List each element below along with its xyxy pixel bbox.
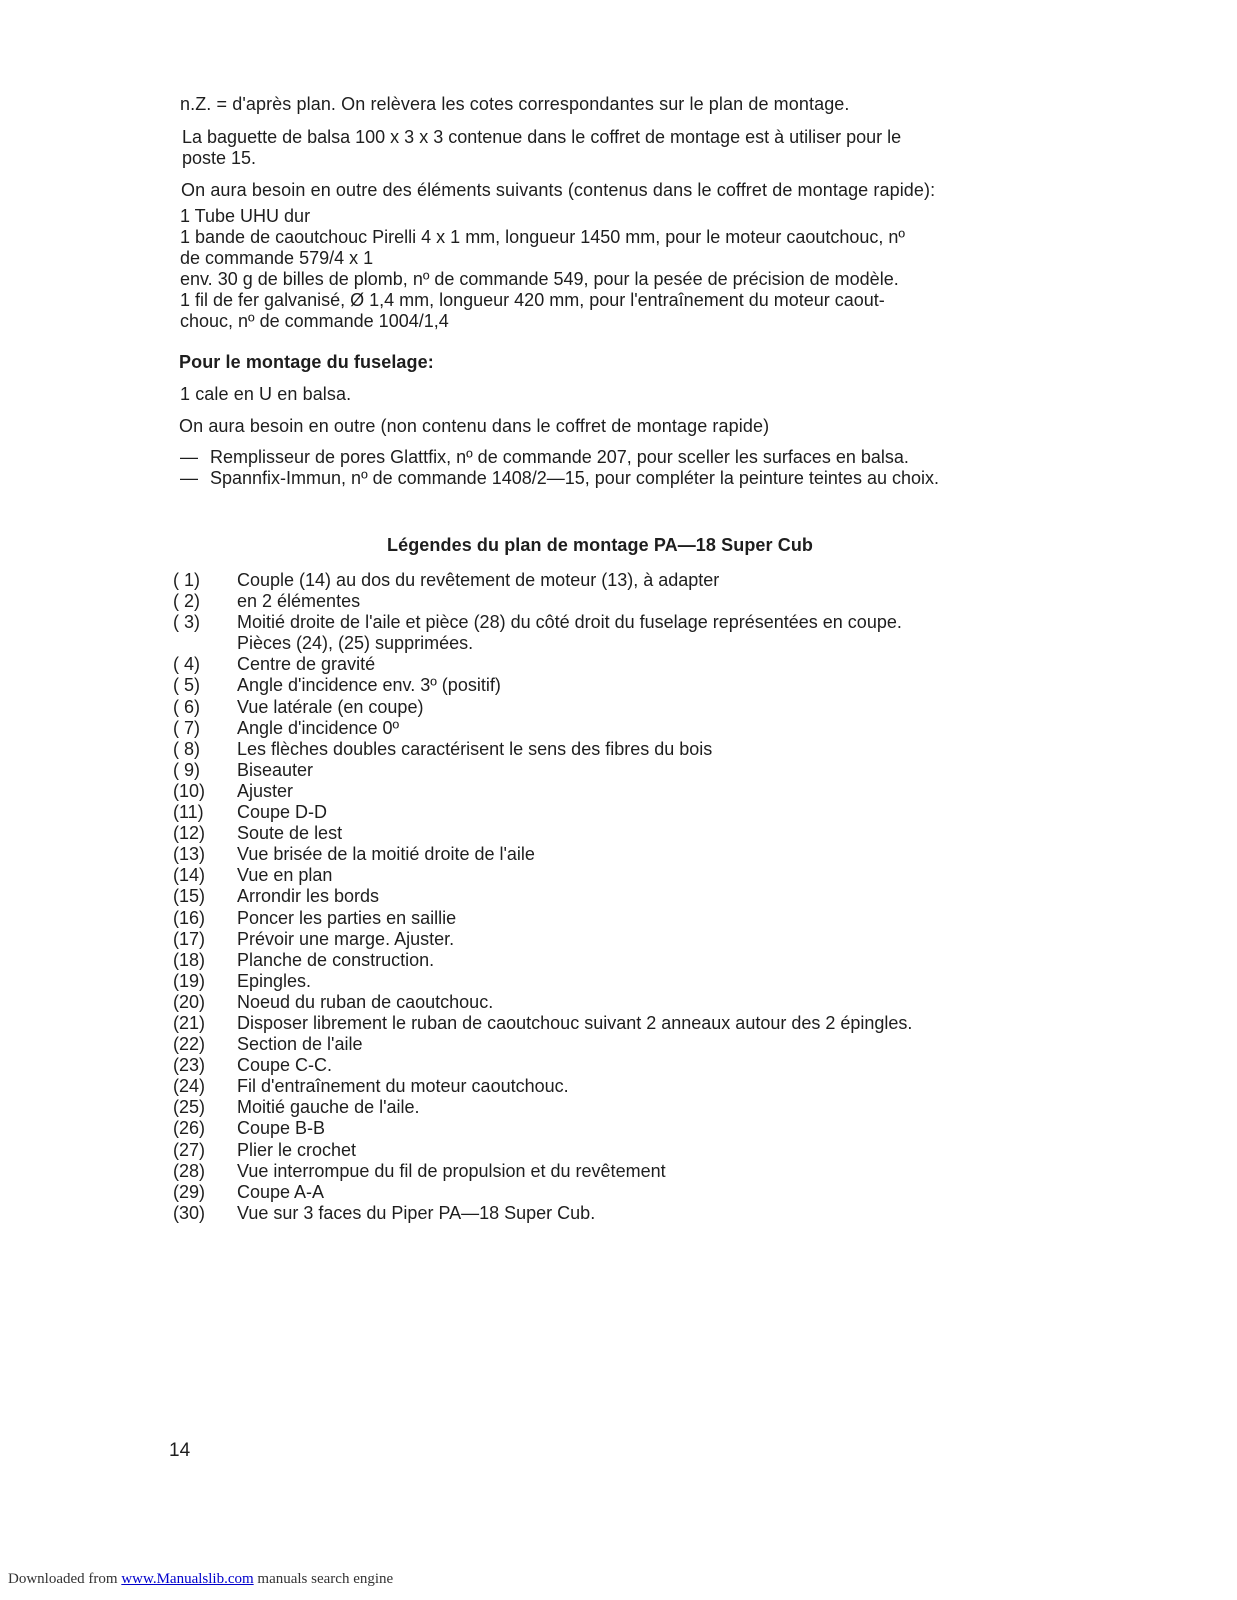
legend-number: (23) [173, 1055, 206, 1076]
legend-number: ( 1) [173, 570, 200, 590]
legend-title: Légendes du plan de montage PA—18 Super Cub [387, 535, 814, 555]
legend-row [173, 886, 912, 907]
legend-number: (11) [173, 802, 204, 823]
legend-row [173, 1097, 912, 1118]
legend-row [173, 675, 912, 696]
footer-prefix: Downloaded from [8, 1571, 122, 1587]
legend-row [173, 1118, 912, 1139]
legend-number: (24) [173, 1076, 206, 1097]
legend-text: Vue interrompue du fil de propulsion et du revêtement [237, 1160, 666, 1181]
legend-row [173, 823, 912, 844]
legend-text: Section de l'aile [237, 1034, 363, 1055]
legend-text: Vue brisée de la moitié droite de l'aile [237, 844, 535, 865]
footer-link[interactable]: www.Manualslib.com [121, 1571, 254, 1587]
legend-number [173, 633, 237, 654]
legend-row [173, 760, 912, 781]
footer-suffix: manuals search engine [253, 1571, 394, 1587]
legend-text: Disposer librement le ruban de caoutchouc suivant 2 anneaux autour des 2 épingles. [237, 1012, 913, 1033]
legend-number: (17) [173, 928, 206, 949]
legend-number: (27) [173, 1139, 206, 1160]
legend-row [173, 697, 912, 718]
fuselage-item: 1 cale en U en balsa. [180, 384, 352, 404]
legend-number: (30) [173, 1202, 206, 1223]
legend-row [173, 1182, 912, 1203]
legend-number: (19) [173, 970, 206, 991]
legend-text: Soute de lest [237, 823, 343, 844]
legend-text: Biseauter [237, 759, 314, 780]
legend-text: Moitié droite de l'aile et pièce (28) du côté droit du fuselage représentées en coupe. [237, 612, 902, 633]
legend-row [173, 781, 912, 802]
legend-text: Arrondir les bords [237, 886, 380, 907]
paragraph-besoin: On aura besoin en outre des éléments suivants (contenus dans le coffret de montage rapide): [181, 180, 936, 200]
legend-row [173, 950, 912, 971]
item-line: de commande 579/4 x 1 [180, 248, 374, 268]
legend-list [173, 570, 912, 1224]
legend-row [173, 992, 912, 1013]
paragraph-non-contenu: On aura besoin en outre (non contenu dans le coffret de montage rapide) [179, 416, 770, 436]
legend-text: Coupe B-B [237, 1118, 326, 1139]
legend-number: ( 9) [173, 759, 200, 780]
legend-row [173, 908, 912, 929]
items-list [180, 206, 905, 332]
legend-row [173, 612, 912, 633]
legend-text: en 2 élémentes [237, 591, 361, 612]
legend-number: (22) [173, 1034, 206, 1055]
bullet-item [180, 468, 1050, 489]
legend-text: Vue en plan [237, 865, 333, 886]
legend-row [173, 929, 912, 950]
legend-number: (18) [173, 949, 206, 970]
legend-row [173, 802, 912, 823]
bullet-text: Spannfix-Immun, nº de commande 1408/2—15, pour compléter la peinture teintes au choix. [210, 468, 939, 488]
item-line: 1 Tube UHU dur [180, 206, 311, 226]
dash-marker: — [180, 468, 198, 488]
legend-number: (28) [173, 1160, 206, 1181]
legend-row [173, 591, 912, 612]
legend-number: (16) [173, 907, 206, 928]
legend-text: Pièces (24), (25) supprimées. [237, 633, 474, 654]
legend-number: ( 3) [173, 612, 200, 633]
legend-number: (25) [173, 1097, 206, 1118]
legend-text: Vue sur 3 faces du Piper PA—18 Super Cub. [237, 1202, 596, 1223]
item-line: env. 30 g de billes de plomb, nº de commande 549, pour la pesée de précision de modèle. [180, 269, 899, 289]
item-line: chouc, nº de commande 1004/1,4 [180, 311, 449, 331]
legend-text: Fil d'entraînement du moteur caoutchouc. [237, 1076, 569, 1097]
legend-row [173, 1055, 912, 1076]
legend-text: Planche de construction. [237, 949, 435, 970]
legend-text: Prévoir une marge. Ajuster. [237, 928, 455, 949]
bullet-item [180, 447, 1050, 468]
legend-text: Couple (14) au dos du revêtement de moteur (13), à adapter [237, 570, 720, 590]
legend-row [173, 1140, 912, 1161]
legend-number: (10) [173, 780, 206, 801]
paragraph-baguette-line1: La baguette de balsa 100 x 3 x 3 contenue dans le coffret de montage est à utiliser pour le [182, 127, 902, 147]
legend-row [173, 633, 912, 654]
bullet-text: Remplisseur de pores Glattfix, nº de commande 207, pour sceller les surfaces en balsa. [210, 447, 909, 467]
legend-text: Noeud du ruban de caoutchouc. [237, 991, 494, 1012]
legend-text: Moitié gauche de l'aile. [237, 1097, 420, 1118]
legend-row [173, 1076, 912, 1097]
legend-text: Ajuster [237, 780, 294, 801]
legend-row [173, 739, 912, 760]
legend-text: Les flèches doubles caractérisent le sens des fibres du bois [237, 738, 713, 759]
legend-number: ( 6) [173, 696, 200, 717]
legend-number: ( 7) [173, 717, 200, 738]
item-line: 1 bande de caoutchouc Pirelli 4 x 1 mm, longueur 1450 mm, pour le moteur caoutchouc, nº [180, 227, 905, 247]
item-line: 1 fil de fer galvanisé, Ø 1,4 mm, longueur 420 mm, pour l'entraînement du moteur caout- [180, 290, 885, 310]
legend-text: Centre de gravité [237, 654, 376, 675]
legend-number: (21) [173, 1012, 206, 1033]
legend-number: (26) [173, 1118, 206, 1139]
footer [8, 1571, 393, 1588]
legend-row [173, 1161, 912, 1182]
legend-text: Vue latérale (en coupe) [237, 696, 424, 717]
legend-text: Poncer les parties en saillie [237, 907, 457, 928]
legend-number: (13) [173, 844, 206, 865]
legend-number: ( 2) [173, 591, 200, 612]
legend-row [173, 718, 912, 739]
legend-row [173, 1203, 912, 1224]
dash-marker: — [180, 447, 198, 467]
legend-number: (20) [173, 991, 206, 1012]
legend-number: (12) [173, 823, 206, 844]
paragraph-nz: n.Z. = d'après plan. On relèvera les cotes correspondantes sur le plan de montage. [180, 94, 850, 114]
legend-row [173, 1013, 912, 1034]
section-heading-fuselage: Pour le montage du fuselage: [179, 352, 434, 372]
page-number: 14 [169, 1440, 191, 1461]
legend-number: ( 8) [173, 738, 200, 759]
legend-row [173, 971, 912, 992]
legend-row [173, 654, 912, 675]
legend-number: ( 4) [173, 654, 200, 675]
legend-row [173, 1034, 912, 1055]
legend-text: Coupe C-C. [237, 1055, 333, 1076]
legend-number: (15) [173, 886, 206, 907]
legend-text: Coupe A-A [237, 1181, 325, 1202]
paragraph-baguette-line2: poste 15. [182, 148, 257, 168]
legend-row [173, 865, 912, 886]
legend-text: Coupe D-D [237, 802, 328, 823]
legend-text: Angle d'incidence 0º [237, 717, 400, 738]
legend-number: ( 5) [173, 675, 200, 696]
legend-text: Angle d'incidence env. 3º (positif) [237, 675, 501, 696]
legend-row [173, 570, 912, 591]
legend-text: Epingles. [237, 970, 312, 991]
paragraph-baguette [182, 127, 901, 169]
legend-row [173, 844, 912, 865]
legend-number: (29) [173, 1181, 206, 1202]
legend-number: (14) [173, 865, 206, 886]
legend-text: Plier le crochet [237, 1139, 357, 1160]
bullet-list [180, 447, 1050, 489]
